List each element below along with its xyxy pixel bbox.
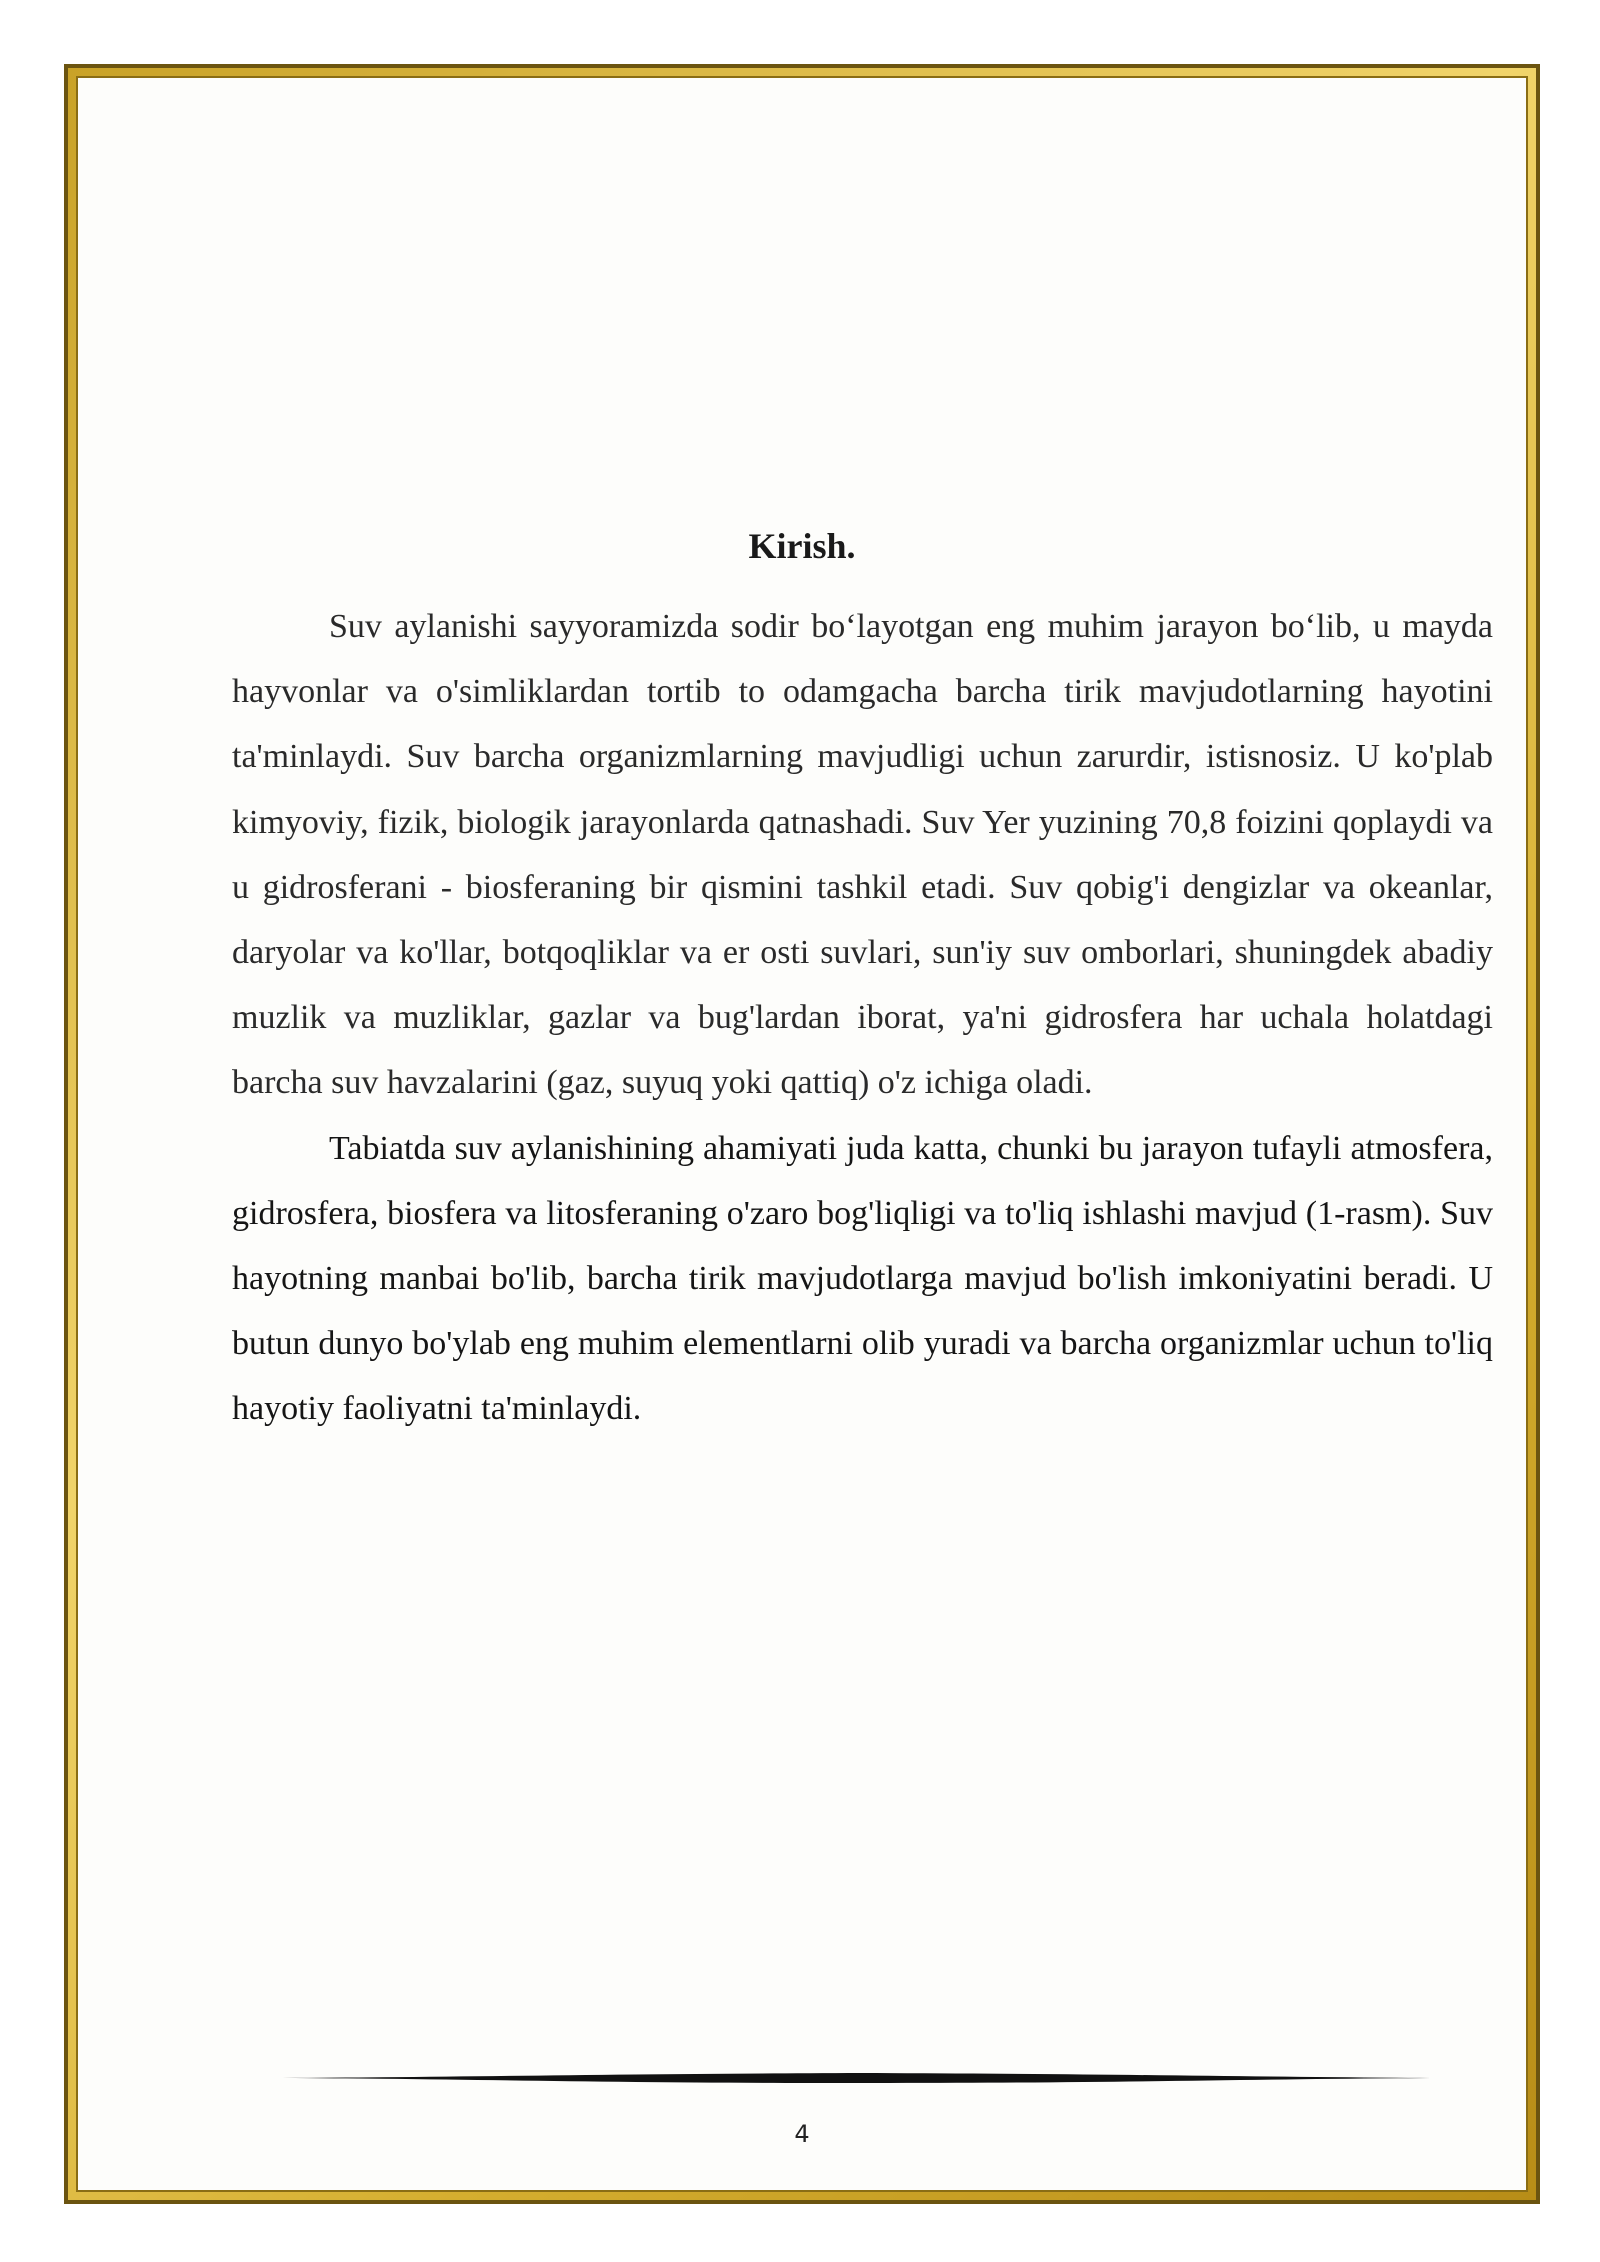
footer-divider <box>282 2072 1442 2084</box>
paragraph-1: Suv aylanishi sayyoramizda sodir bo‘layotgan eng muhim jarayon bo‘lib, u mayda hayvonlar va o'simliklardan tortib to odamgacha barcha tirik mavjudotlarning hayotini ta'minlaydi. Suv barcha organizmlarning mavjudligi uchun zarurdir, istisnosiz. U ko'plab kimyoviy, fizik, biologik jarayonlarda qatnashadi. Suv Yer yuzining 70,8 foizini qoplaydi va u gidrosferani - biosferaning bir qismini tashkil etadi. Suv qobig'i dengizlar va okeanlar, daryolar va ko'llar, botqoqliklar va er osti suvlari, sun'iy suv omborlari, shuningdek abadiy muzlik va muzliklar, gazlar va bug'lardan iborat, ya'ni gidrosfera har uchala holatdagi barcha suv havzalarini (gaz, suyuq yoki qattiq) o'z ichiga oladi. <box>232 608 1493 1102</box>
page-title: Kirish. <box>748 526 856 566</box>
page-number: 4 <box>794 2120 810 2148</box>
body-text <box>232 594 1493 1442</box>
page-border-frame <box>64 64 1540 2204</box>
paragraph-2: Tabiatda suv aylanishining ahamiyati juda katta, chunki bu jarayon tufayli atmosfera, gidrosfera, biosfera va litosferaning o'zaro bog'liqligi va to'liq ishlashi mavjud (1-rasm). Suv hayotning manbai bo'lib, barcha tirik mavjudotlarga mavjud bo'lish imkoniyatini beradi. U butun dunyo bo'ylab eng muhim elementlarni olib yuradi va barcha organizmlar uchun to'liq hayotiy faoliyatni ta'minlaydi. <box>232 1129 1493 1428</box>
document-page <box>76 76 1528 2192</box>
